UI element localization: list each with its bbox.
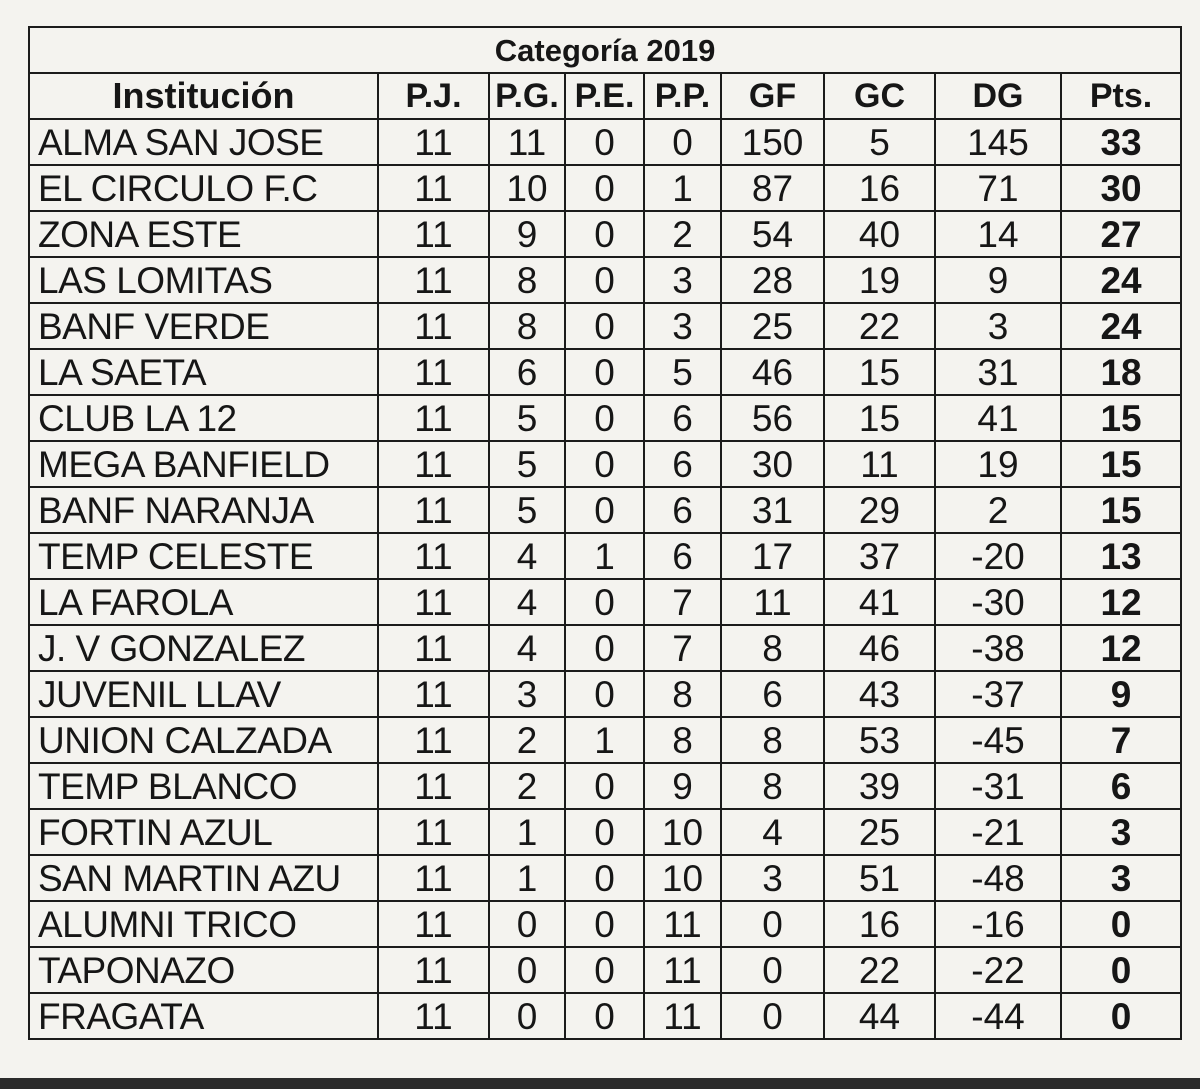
cell-pj: 11	[378, 211, 489, 257]
cell-gc: 44	[824, 993, 935, 1039]
cell-pj: 11	[378, 671, 489, 717]
cell-team: EL CIRCULO F.C	[29, 165, 378, 211]
cell-pg: 11	[489, 119, 565, 165]
cell-pg: 5	[489, 441, 565, 487]
cell-team: FRAGATA	[29, 993, 378, 1039]
table-row	[29, 441, 1181, 487]
cell-dg: -20	[935, 533, 1061, 579]
table-row	[29, 579, 1181, 625]
cell-gf: 3	[721, 855, 824, 901]
cell-pe: 0	[565, 395, 644, 441]
cell-pts: 3	[1061, 855, 1181, 901]
col-header-gf: GF	[721, 73, 824, 119]
cell-pts: 24	[1061, 303, 1181, 349]
cell-gc: 11	[824, 441, 935, 487]
cell-pj: 11	[378, 395, 489, 441]
cell-pe: 0	[565, 487, 644, 533]
cell-gc: 43	[824, 671, 935, 717]
cell-pj: 11	[378, 119, 489, 165]
cell-pp: 2	[644, 211, 721, 257]
cell-gf: 0	[721, 993, 824, 1039]
table-row	[29, 947, 1181, 993]
cell-gc: 22	[824, 303, 935, 349]
cell-dg: -45	[935, 717, 1061, 763]
cell-pts: 9	[1061, 671, 1181, 717]
cell-dg: -21	[935, 809, 1061, 855]
cell-pts: 27	[1061, 211, 1181, 257]
cell-pp: 3	[644, 303, 721, 349]
cell-pe: 0	[565, 763, 644, 809]
cell-pj: 11	[378, 855, 489, 901]
cell-team: LAS LOMITAS	[29, 257, 378, 303]
cell-pe: 0	[565, 441, 644, 487]
cell-pts: 18	[1061, 349, 1181, 395]
col-header-pg: P.G.	[489, 73, 565, 119]
cell-pg: 1	[489, 855, 565, 901]
cell-pp: 11	[644, 901, 721, 947]
cell-dg: 145	[935, 119, 1061, 165]
col-header-pe: P.E.	[565, 73, 644, 119]
table-row	[29, 717, 1181, 763]
cell-pp: 5	[644, 349, 721, 395]
table-row	[29, 533, 1181, 579]
cell-team: J. V GONZALEZ	[29, 625, 378, 671]
col-header-pts: Pts.	[1061, 73, 1181, 119]
cell-dg: 41	[935, 395, 1061, 441]
cell-pj: 11	[378, 165, 489, 211]
cell-gf: 8	[721, 717, 824, 763]
cell-pe: 0	[565, 349, 644, 395]
col-header-dg: DG	[935, 73, 1061, 119]
cell-pg: 1	[489, 809, 565, 855]
cell-dg: -37	[935, 671, 1061, 717]
cell-pp: 7	[644, 579, 721, 625]
cell-pe: 1	[565, 717, 644, 763]
cell-pj: 11	[378, 625, 489, 671]
cell-pj: 11	[378, 901, 489, 947]
table-row	[29, 671, 1181, 717]
table-row	[29, 119, 1181, 165]
cell-pe: 0	[565, 211, 644, 257]
cell-gc: 25	[824, 809, 935, 855]
cell-team: TEMP CELESTE	[29, 533, 378, 579]
col-header-pp: P.P.	[644, 73, 721, 119]
cell-dg: 9	[935, 257, 1061, 303]
cell-gc: 16	[824, 901, 935, 947]
cell-pj: 11	[378, 763, 489, 809]
cell-pe: 0	[565, 901, 644, 947]
cell-pj: 11	[378, 717, 489, 763]
cell-pg: 4	[489, 533, 565, 579]
cell-pg: 0	[489, 947, 565, 993]
header-row	[29, 73, 1181, 119]
standings-table	[28, 26, 1182, 1040]
cell-gf: 28	[721, 257, 824, 303]
table-row	[29, 349, 1181, 395]
table-row	[29, 303, 1181, 349]
cell-gf: 56	[721, 395, 824, 441]
cell-gf: 6	[721, 671, 824, 717]
cell-pe: 0	[565, 257, 644, 303]
cell-team: SAN MARTIN AZU	[29, 855, 378, 901]
cell-pp: 9	[644, 763, 721, 809]
cell-team: CLUB LA 12	[29, 395, 378, 441]
cell-gf: 8	[721, 763, 824, 809]
cell-pts: 0	[1061, 901, 1181, 947]
cell-gf: 11	[721, 579, 824, 625]
cell-dg: -44	[935, 993, 1061, 1039]
cell-gf: 54	[721, 211, 824, 257]
cell-pp: 8	[644, 671, 721, 717]
cell-pj: 11	[378, 303, 489, 349]
cell-team: JUVENIL LLAV	[29, 671, 378, 717]
cell-team: ZONA ESTE	[29, 211, 378, 257]
cell-gc: 16	[824, 165, 935, 211]
cell-pts: 15	[1061, 395, 1181, 441]
cell-dg: -22	[935, 947, 1061, 993]
cell-pj: 11	[378, 579, 489, 625]
cell-team: ALUMNI TRICO	[29, 901, 378, 947]
cell-pe: 0	[565, 671, 644, 717]
cell-pg: 4	[489, 579, 565, 625]
cell-pe: 0	[565, 165, 644, 211]
cell-team: BANF VERDE	[29, 303, 378, 349]
cell-pj: 11	[378, 947, 489, 993]
cell-team: LA SAETA	[29, 349, 378, 395]
table-row	[29, 625, 1181, 671]
cell-pp: 6	[644, 487, 721, 533]
cell-pts: 6	[1061, 763, 1181, 809]
cell-gf: 0	[721, 947, 824, 993]
cell-pts: 15	[1061, 487, 1181, 533]
cell-gc: 39	[824, 763, 935, 809]
cell-pg: 2	[489, 763, 565, 809]
cell-pj: 11	[378, 487, 489, 533]
cell-dg: -48	[935, 855, 1061, 901]
cell-gc: 29	[824, 487, 935, 533]
cell-dg: -30	[935, 579, 1061, 625]
cell-team: MEGA BANFIELD	[29, 441, 378, 487]
cell-pj: 11	[378, 993, 489, 1039]
col-header-institucion: Institución	[29, 73, 378, 119]
cell-pp: 0	[644, 119, 721, 165]
cell-dg: 14	[935, 211, 1061, 257]
cell-gc: 22	[824, 947, 935, 993]
cell-gf: 150	[721, 119, 824, 165]
cell-pts: 7	[1061, 717, 1181, 763]
cell-pts: 12	[1061, 625, 1181, 671]
table-row	[29, 487, 1181, 533]
cell-dg: -31	[935, 763, 1061, 809]
cell-pj: 11	[378, 533, 489, 579]
cell-pp: 10	[644, 809, 721, 855]
table-row	[29, 809, 1181, 855]
table-row	[29, 165, 1181, 211]
cell-pts: 3	[1061, 809, 1181, 855]
cell-pe: 0	[565, 947, 644, 993]
cell-pj: 11	[378, 809, 489, 855]
cell-team: TAPONAZO	[29, 947, 378, 993]
table-row	[29, 901, 1181, 947]
cell-pg: 4	[489, 625, 565, 671]
cell-pts: 15	[1061, 441, 1181, 487]
cell-pe: 1	[565, 533, 644, 579]
cell-team: UNION CALZADA	[29, 717, 378, 763]
cell-pj: 11	[378, 349, 489, 395]
cell-pp: 3	[644, 257, 721, 303]
cell-pg: 9	[489, 211, 565, 257]
cell-pts: 0	[1061, 993, 1181, 1039]
cell-pp: 11	[644, 993, 721, 1039]
cell-team: LA FAROLA	[29, 579, 378, 625]
cell-gf: 8	[721, 625, 824, 671]
table-row	[29, 993, 1181, 1039]
cell-gf: 30	[721, 441, 824, 487]
cell-pp: 6	[644, 395, 721, 441]
cell-pp: 6	[644, 441, 721, 487]
cell-gc: 40	[824, 211, 935, 257]
cell-gc: 15	[824, 395, 935, 441]
table-row	[29, 855, 1181, 901]
standings-body	[29, 119, 1181, 1039]
cell-pe: 0	[565, 855, 644, 901]
cell-pts: 30	[1061, 165, 1181, 211]
cell-pg: 3	[489, 671, 565, 717]
cell-dg: 3	[935, 303, 1061, 349]
cell-gc: 5	[824, 119, 935, 165]
table-row	[29, 395, 1181, 441]
cell-gf: 46	[721, 349, 824, 395]
cell-gf: 25	[721, 303, 824, 349]
cell-pg: 5	[489, 395, 565, 441]
cell-pts: 0	[1061, 947, 1181, 993]
cell-pp: 8	[644, 717, 721, 763]
cell-gc: 51	[824, 855, 935, 901]
cell-pe: 0	[565, 993, 644, 1039]
cell-dg: 19	[935, 441, 1061, 487]
cell-pg: 6	[489, 349, 565, 395]
cell-gf: 0	[721, 901, 824, 947]
table-row	[29, 211, 1181, 257]
cell-pe: 0	[565, 809, 644, 855]
cell-pj: 11	[378, 257, 489, 303]
cell-pj: 11	[378, 441, 489, 487]
table-row	[29, 763, 1181, 809]
cell-gf: 17	[721, 533, 824, 579]
cell-pg: 8	[489, 303, 565, 349]
col-header-gc: GC	[824, 73, 935, 119]
cell-team: FORTIN AZUL	[29, 809, 378, 855]
cell-pp: 6	[644, 533, 721, 579]
cell-pp: 7	[644, 625, 721, 671]
cell-gc: 19	[824, 257, 935, 303]
cell-pts: 12	[1061, 579, 1181, 625]
cell-team: BANF NARANJA	[29, 487, 378, 533]
cell-pts: 24	[1061, 257, 1181, 303]
cell-pg: 0	[489, 901, 565, 947]
cell-dg: 2	[935, 487, 1061, 533]
cropped-text-strip	[0, 1078, 1200, 1089]
cell-pts: 13	[1061, 533, 1181, 579]
cell-pg: 10	[489, 165, 565, 211]
cell-pe: 0	[565, 625, 644, 671]
cell-pe: 0	[565, 303, 644, 349]
cell-pe: 0	[565, 579, 644, 625]
cell-pg: 5	[489, 487, 565, 533]
cell-pp: 11	[644, 947, 721, 993]
cell-pe: 0	[565, 119, 644, 165]
cell-pg: 2	[489, 717, 565, 763]
cell-dg: 31	[935, 349, 1061, 395]
cell-team: TEMP BLANCO	[29, 763, 378, 809]
cell-dg: 71	[935, 165, 1061, 211]
cell-gc: 15	[824, 349, 935, 395]
cell-gc: 53	[824, 717, 935, 763]
cell-gc: 37	[824, 533, 935, 579]
cell-gc: 46	[824, 625, 935, 671]
cell-pg: 8	[489, 257, 565, 303]
cell-gf: 87	[721, 165, 824, 211]
cell-dg: -38	[935, 625, 1061, 671]
table-row	[29, 257, 1181, 303]
cell-team: ALMA SAN JOSE	[29, 119, 378, 165]
col-header-pj: P.J.	[378, 73, 489, 119]
cell-pg: 0	[489, 993, 565, 1039]
cell-gc: 41	[824, 579, 935, 625]
cell-pts: 33	[1061, 119, 1181, 165]
cell-gf: 4	[721, 809, 824, 855]
cell-pp: 1	[644, 165, 721, 211]
cell-pp: 10	[644, 855, 721, 901]
table-title: Categoría 2019	[29, 27, 1181, 73]
cell-dg: -16	[935, 901, 1061, 947]
cell-gf: 31	[721, 487, 824, 533]
